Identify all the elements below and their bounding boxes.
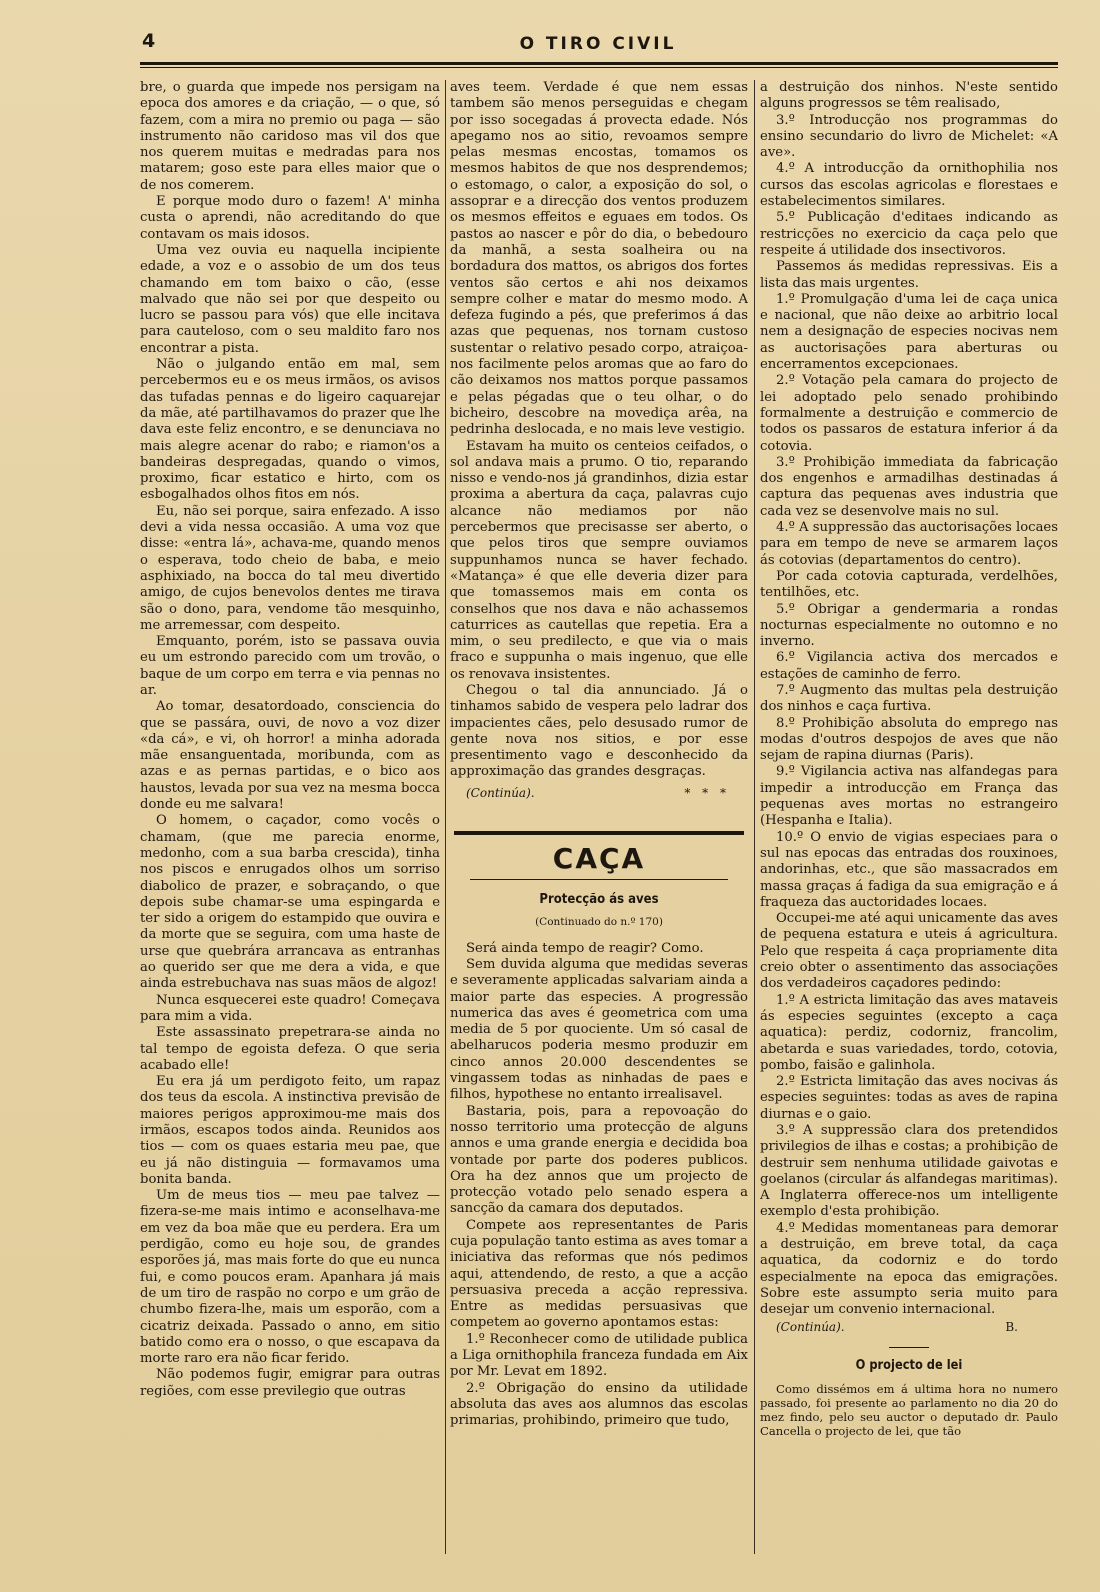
paragraph: 2.º Estricta limitação das aves nocivas ás especies seguintes: todas as aves de rapina diurnas e o gaio. [760,1074,1058,1122]
paragraph: Uma vez ouvia eu naquella incipiente edade, a voz e o assobio de um dos teus chamando em tom baixo o cão, (esse malvado que não sei por que despeito ou lucro se passou para vós) que elle incitava para cauteloso, com o seu maldito faro nos encontrar a pista. [140,242,440,356]
paragraph: 3.º A suppressão clara dos pretendidos privilegios de ilhas e costas; a prohibição de destruir sem nenhuma utilidade gaivotas e goelanos (circular ás alfandegas maritimas). A Inglaterra offerece-nos um intelligente exemplo d'esta prohibição. [760,1123,1058,1220]
continua-note: (Continúa). [466,785,535,800]
paragraph: 5.º Obrigar a gendermaria a rondas nocturnas especialmente no outomno e no inverno. [760,601,1058,650]
paragraph: Estavam ha muito os centeios ceifados, o sol andava mais a prumo. O tio, reparando nisso e vendo-nos já grandinhos, dizia estar proxima a abertura da caça, palavras cujo alcance não mediamos por não percebermos que precisasse ser aberto, o que pelos tiros que sempre ouviamos suppunhamos nunca se haver fechado. «Matança» é que elle deveria dizer para que tomassemos mais em conta os conselhos que nos dava e não achassemos caturrices as cautellas que repetia. Era a mim, o seu predilecto, e que via o mais fraco e suppunha o mais ingenuo, que elle os renovava insistentes. [450,438,748,682]
page-number: 4 [142,30,156,52]
paragraph: 7.º Augmento das multas pela destruição dos ninhos e caça furtiva. [760,682,1058,715]
paragraph: 1.º Promulgação d'uma lei de caça unica e nacional, que não deixe ao arbitrio local nem a designação de especies nocivas nem as auctorisações para aberturas ou encerramentos excepcionaes. [760,291,1058,373]
paragraph: Não o julgando então em mal, sem percebermos eu e os meus irmãos, os avisos das tufadas pennas e do ligeiro caquarejar da mãe, até partilhavamos do prazer que lhe dava este feliz encontro, e se denunciava no mais alegre acenar do rabo; e riamon'os a bandeiras despregadas, quando o vimos, proximo, ficar estatico e hirto, com os esbogalhados olhos fitos em nós. [140,357,440,503]
paragraph: Ao tomar, desatordoado, consciencia do que se passára, ouvi, de novo a voz dizer «da cá», e vi, oh horror! a minha adorada mãe ensanguentada, moribunda, com as azas e as pernas partidas, e o bico aos haustos, levada por sua vez na mesma bocca donde eu me salvara! [140,699,440,813]
paragraph: Bastaria, pois, para a repovoação do nosso territorio uma protecção de alguns annos e uma grande energia e decidida boa vontade por parte dos poderes publicos. Ora ha dez annos que um projecto de protecção votado pelo senado espera a sancção da camara dos deputados. [450,1103,748,1217]
column-3 [760,80,1058,1560]
paragraph: O homem, o caçador, como vocês o chamam, (que me parecia enorme, medonho, com a sua barba crescida), tinha nos piscos e enrugados olhos um sorriso diabolico de prazer, e sobraçando, o que depois sube chamar-se uma espingarda e ter sido a origem do estampido que ouvira e da morte que se seguira, com uma haste de urse que quebrára arrancava as entranhas ao querido ser que me dera a vida, e que ainda estrebuchava nas suas mãos de algoz! [140,813,440,992]
author-signature: B. [1005,1319,1018,1334]
paragraph: 3.º Introducção nos programmas do ensino secundario do livro de Michelet: «A ave». [760,112,1058,161]
paragraph: 5.º Publicação d'editaes indicando as restricções no exercicio da caça pelo que respeite á utilidade dos insectivoros. [760,210,1058,258]
paragraph: Passemos ás medidas repressivas. Eis a lista das mais urgentes. [760,259,1058,291]
paragraph: Eu, não sei porque, saira enfezado. A isso devi a vida nessa occasião. A uma voz que disse: «entra lá», achava-me, quando menos o esperava, todo cheio de baba, e meio asphixiado, na bocca do tal meu divertido amigo, de cujos benevolos dentes me tirava são o dono, para, vendome tão mesquinho, me arremessar, com despeito. [140,503,440,633]
paragraph: 2.º Obrigação do ensino da utilidade absoluta das aves aos alumnos das escolas primarias, prohibindo, primeiro que tudo, [450,1380,748,1429]
paragraph: Emquanto, porém, isto se passava ouvia eu um estrondo parecido com um trovão, o baque de um corpo em terra e via pennas no ar. [140,634,440,698]
continued-note: (Continuado do n.º 170) [535,916,663,929]
section-subrule [470,879,728,880]
column-1 [140,80,440,1560]
paragraph: a destruição dos ninhos. N'este sentido alguns progressos se têm realisado, [760,80,1058,112]
article-subtitle: Protecção ás aves [539,892,659,908]
paragraph: E porque modo duro o fazem! A' minha custa o aprendi, não acreditando do que contavam os mais idosos. [140,194,440,242]
paragraph: Por cada cotovia capturada, verdelhões, tentilhões, etc. [760,568,1058,601]
paragraph: 9.º Vigilancia activa nas alfandegas para impedir a introducção em França das pequenas aves mortas no estrangeiro (Hespanha e Italia). [760,764,1058,829]
paragraph: Chegou o tal dia annunciado. Já o tinhamos sabido de vespera pelo ladrar dos impacientes cães, pelo desusado rumor de gente nova nos sitios, e por esse presentimento vago e desconhecido da approximação das grandes desgraças. [450,682,748,780]
paragraph: Será ainda tempo de reagir? Como. [466,940,704,956]
column-2 [450,80,748,1560]
paragraph: 4.º A introducção da ornithophilia nos cursos das escolas agricolas e florestaes e estabelecimentos similares. [760,161,1058,210]
paragraph: 8.º Prohibição absoluta do emprego nas modas d'outros despojos de aves que não sejam de rapina diurnas (Paris). [760,715,1058,764]
column-divider [754,80,755,1554]
header-rule [140,62,1058,68]
paragraph: 1.º Reconhecer como de utilidade publica a Liga ornithophila franceza fundada em Aix por Mr. Levat em 1892. [450,1331,748,1380]
paragraph: Este assassinato prepetrara-se ainda no tal tempo de egoista defeza. O que seria acabado elle! [140,1025,440,1073]
page-header [138,28,1058,62]
continua-note: (Continúa). [776,1319,845,1334]
paragraph: Nunca esquecerei este quadro! Começava para mim a vida. [140,992,440,1024]
paragraph: Não podemos fugir, emigrar para outras regiões, com esse previlegio que outras [140,1367,440,1399]
paragraph: bre, o guarda que impede nos persigam na epoca dos amores e da criação, — o que, só fazem, com a mira no premio ou paga — são instrumento não caridoso mas vil dos que nos querem muitas e medradas para nos matarem; goso este para elles maior que o de nos comerem. [140,80,440,193]
paragraph: Occupei-me até aqui unicamente das aves de pequena estatura e uteis á agricultura. Pelo que respeita á caça propriamente dita creio obter o assentimento das associações dos verdadeiros caçadores pedindo: [760,911,1058,992]
signature-row [760,1319,1058,1335]
paragraph: Eu era já um perdigoto feito, um rapaz dos teus da escola. A instinctiva previsão de maiores perigos approximou-me mais dos irmãos, escapos todos ainda. Reunidos aos tios — com os quaes estaria meu pae, que eu já não distinguia — formavamos uma bonita banda. [140,1074,440,1187]
column-divider [445,80,446,1554]
continuation-row [450,785,748,801]
paragraph: Sem duvida alguma que medidas severas e severamente applicadas salvariam ainda a maior parte das especies. A progressão numerica das aves é geometrica com uma media de 5 por quociente. Um só casal de abelharucos poderia mesmo produzir em cinco annos 20.000 descendentes se vingassem todas as ninhadas de paes e filhos, hypothese no entanto irrealisavel. [450,956,748,1103]
masthead: O TIRO CIVIL [519,34,677,54]
paragraph: 4.º Medidas momentaneas para demorar a destruição, em breve total, da caça aquatica, da codorniz e do tordo especialmente na epoca das emigrações. Sobre este assumpto seria muito para desejar um convenio internacional. [760,1220,1058,1318]
section-stars: * * * [684,785,730,800]
paragraph: 10.º O envio de vigias especiaes para o sul nas epocas das entradas dos rouxinoes, andorinhas, etc., que são massacrados em massa graças á fadiga da sua emigração e á fraqueza das auctoridades locaes. [760,829,1058,910]
paragraph: 2.º Votação pela camara do projecto de lei adoptado pelo senado prohibindo formalmente a destruição e commercio de todos os passaros de estatura inferior á da cotovia. [760,373,1058,454]
section-rule [454,831,744,835]
paragraph: Um de meus tios — meu pae talvez — fizera-se-me mais intimo e aconselhava-me em vez da boa mãe que eu perdera. Era um perdigão, como eu hoje sou, de grandes esporões já, mas mais forte do que eu nunca fui, e como poucos eram. Apanhara já mais de um tiro de raspão no corpo e um grão de chumbo fizera-lhe, mais um esporão, com a cicatriz deixada. Passado o anno, em sitio batido como era o nosso, o que escapava da morte raro era não ficar ferido. [140,1188,440,1367]
paragraph: 3.º Prohibição immediata da fabricação dos engenhos e armadilhas destinadas á captura das pequenas aves industria que cada vez se desenvolve mais no sul. [760,454,1058,519]
paragraph: 1.º A estricta limitação das aves mataveis ás especies seguintes (excepto a caça aquatica): perdiz, codorniz, francolim, abetarda e suas variedades, tordo, cotovia, pombo, faisão e galinhola. [760,992,1058,1073]
paragraph: aves teem. Verdade é que nem essas tambem são menos perseguidas e chegam por isso socegadas á provecta edade. Nós apegamo nos ao sitio, revoamos sempre pelas mesmas encostas, tomamos os mesmos habitos de que nos desprendemos; o estomago, o calor, a exposição do sol, o assoprar e a direcção dos ventos produzem os mesmos effeitos e eguaes em todos. Os pastos ao nascer e pôr do dia, o bebedouro da manhã, a sesta soalheira ou na bordadura dos mattos, os abrigos dos fortes ventos são certos e ahi nos deixamos sempre colher e matar do mesmo modo. A defeza fugindo a pés, que preferimos á das azas que pequenas, nos tornam custoso sustentar o relativo pesado corpo, atraiçoa-nos facilmente pelos aromas que ao faro do cão deixamos nos mattos porque passamos e pelas pégadas que o teu olhar, o do bicheiro, descobre na movediça arêa, na pedrinha deslocada, e no mais leve vestigio. [450,80,748,438]
paragraph: Como dissémos em á ultima hora no numero passado, foi presente ao parlamento no dia 20 do mez findo, pelo seu auctor o deputado dr. Paulo Cancella o projecto de lei, que tão [760,1382,1058,1439]
section-title: CAÇA [552,842,646,876]
paragraph: 6.º Vigilancia activa dos mercados e estações de caminho de ferro. [760,650,1058,682]
article-body [760,1382,1058,1438]
article-title: O projecto de lei [855,1357,963,1373]
paragraph: Compete aos representantes de Paris cuja população tanto estima as aves tomar a iniciativa das reformas que nós pedimos aqui, attendendo, de resto, a que a acção persuasiva preceda a acção repressiva. Entre as medidas persuasivas que competem ao governo apontamos estas: [450,1217,748,1331]
paragraph: 4.º A suppressão das auctorisações locaes para em tempo de neve se armarem laços ás cotovias (departamentos do centro). [760,520,1058,568]
short-rule [889,1347,929,1348]
